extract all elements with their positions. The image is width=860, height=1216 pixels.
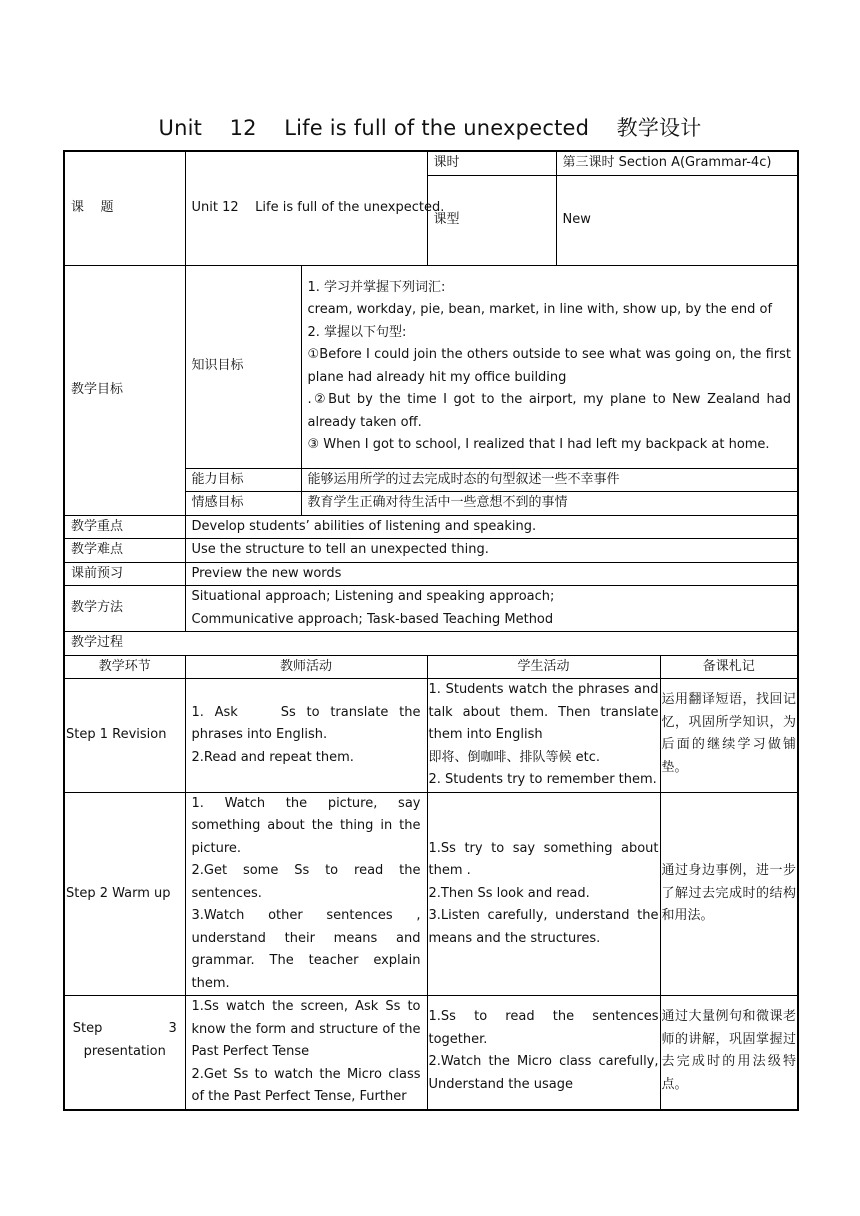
teacher-line: 1. Ask Ss to translate the phrases into English.	[191, 704, 425, 742]
method-label: 教学方法	[64, 586, 185, 632]
teacher-line: 2.Read and repeat them.	[191, 749, 354, 765]
teacher-activity	[185, 792, 427, 996]
teacher-activity	[185, 996, 427, 1110]
knowledge-line: .②But by the time I got to the airport, my plane to New Zealand had already taken off.	[307, 392, 792, 430]
method-line: Situational approach; Listening and speaking approach;	[191, 589, 555, 604]
preview-label: 课前预习	[64, 562, 185, 586]
knowledge-line: ③ When I got to school, I realized that I had left my backpack at home.	[307, 437, 770, 452]
student-line: 1.Ss to read the sentences together.	[428, 1009, 663, 1047]
header-notes: 备课札记	[660, 655, 798, 679]
page-title: Unit 12 Life is full of the unexpected 教学设计	[158, 116, 702, 140]
step-name-line: Step 3	[72, 1021, 177, 1036]
type-label: 课型	[427, 175, 556, 265]
student-line: 2. Students try to remember them.	[428, 772, 657, 787]
prep-notes: 通过大量例句和微课老师的讲解，巩固掌握过去完成时的用法级特点。	[660, 996, 798, 1110]
header-step: 教学环节	[64, 655, 185, 679]
key-point-value: Develop students’ abilities of listening and speaking.	[185, 515, 798, 539]
knowledge-line: cream, workday, pie, bean, market, in line with, show up, by the end of	[307, 302, 773, 317]
step-name: Step 2 Warm up	[64, 792, 185, 996]
type-value: New	[556, 175, 798, 265]
student-line: 3.Listen carefully, understand the means and the structures.	[428, 908, 659, 946]
method-value	[185, 586, 798, 632]
student-activity	[427, 996, 663, 1110]
student-line: 1.Ss try to say something about them .	[428, 840, 659, 878]
knowledge-content	[301, 265, 798, 468]
teacher-line: 1.Ss watch the screen, Ask Ss to know the form and structure of the Past Perfect Tense	[191, 999, 421, 1059]
student-line: 2.Then Ss look and read.	[428, 885, 590, 901]
step-name	[64, 996, 185, 1110]
teacher-line: 3.Watch other sentences , understand their means and grammar. The teacher explain them.	[191, 908, 425, 991]
teacher-line: 2.Get some Ss to read the sentences.	[191, 863, 425, 901]
knowledge-line: 1. 学习并掌握下列词汇:	[307, 279, 446, 295]
step-name: Step 1 Revision	[64, 679, 185, 793]
topic-value: Unit 12 Life is full of the unexpected.	[185, 151, 427, 265]
knowledge-label: 知识目标	[185, 265, 301, 468]
knowledge-line: 2. 掌握以下句型:	[307, 324, 407, 340]
header-teacher: 教师活动	[185, 655, 427, 679]
prep-notes: 通过身边事例，进一步了解过去完成时的结构和用法。	[660, 792, 798, 996]
topic-label: 课 题	[64, 151, 185, 265]
prep-notes: 运用翻译短语，找回记忆，巩固所学知识，为后面的继续学习做铺垫。	[660, 679, 798, 793]
ability-label: 能力目标	[185, 468, 301, 492]
step-name-line: presentation	[83, 1043, 166, 1059]
knowledge-line: ①Before I could join the others outside to see what was going on, the first plane had already hit my office building	[307, 347, 792, 385]
lesson-plan-table	[63, 150, 799, 1111]
teacher-activity	[185, 679, 427, 793]
difficulty-label: 教学难点	[64, 539, 185, 563]
key-point-label: 教学重点	[64, 515, 185, 539]
ability-value: 能够运用所学的过去完成时态的句型叙述一些不幸事件	[301, 468, 798, 492]
student-activity	[427, 792, 660, 996]
student-line: 即将、倒咖啡、排队等候 etc.	[428, 749, 601, 765]
student-line: 1. Students watch the phrases and talk about them. Then translate them into English	[428, 682, 659, 742]
objectives-label: 教学目标	[64, 265, 185, 515]
header-student: 学生活动	[427, 655, 660, 679]
teacher-line: 1. Watch the picture, say something about the thing in the picture.	[191, 795, 425, 856]
lesson-label: 课时	[427, 151, 556, 175]
emotion-value: 教育学生正确对待生活中一些意想不到的事情	[301, 492, 798, 516]
preview-value: Preview the new words	[185, 562, 798, 586]
student-activity	[427, 679, 660, 793]
difficulty-value: Use the structure to tell an unexpected thing.	[185, 539, 798, 563]
process-label: 教学过程	[64, 632, 798, 656]
teacher-line: 2.Get Ss to watch the Micro class of the Past Perfect Tense, Further	[191, 1066, 421, 1104]
emotion-label: 情感目标	[185, 492, 301, 516]
lesson-value: 第三课时 Section A(Grammar-4c)	[556, 151, 798, 175]
student-line: 2.Watch the Micro class carefully, Understand the usage	[428, 1054, 659, 1092]
method-line: Communicative approach; Task-based Teaching Method	[191, 611, 554, 627]
